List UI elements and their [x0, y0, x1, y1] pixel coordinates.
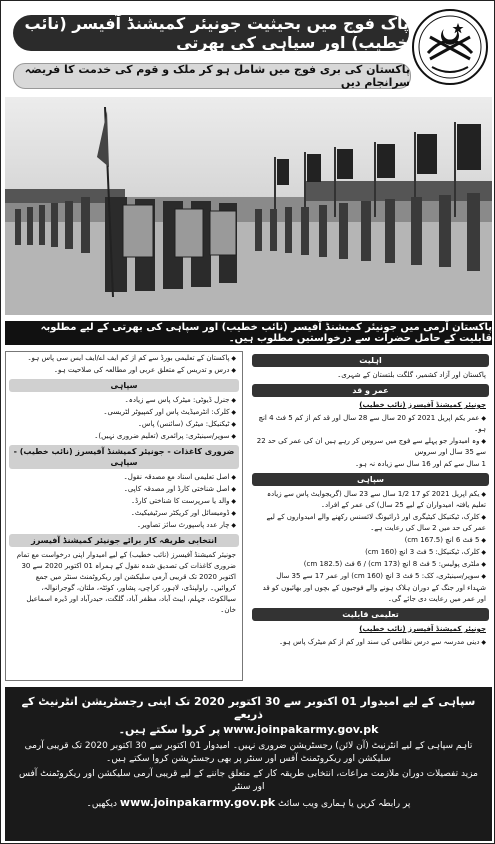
army-emblem-icon: [410, 7, 490, 87]
education-subheading: جونیئر کمیشنڈ آفیسرز (نائب خطیب): [359, 625, 486, 633]
left-soldier-heading: سپاہی: [9, 379, 239, 392]
list-item: ◆ ٹیکنیکل: میٹرک (سائنس) پاس۔: [6, 419, 242, 430]
list-item: ◆ ڈومیسائل اور کریکٹر سرٹیفیکیٹ۔: [6, 508, 242, 519]
website-link[interactable]: www.joinpakarmy.gov.pk: [119, 796, 276, 809]
footer-line-1b: پر کروا سکتے ہیں۔: [118, 723, 221, 736]
ad-title: پاک فوج میں بحیثیت جونیئر کمیشنڈ آفیسر (نائب خطیب) اور سپاہی کی بھرتی: [13, 15, 409, 51]
list-item: ◆ یکم اپریل 2021 کو 17 1/2 سال سے 23 سال (گریجوایٹ پاس سے زیادہ تعلیم یافتہ امیدواران کے لیے 25 سال) کی عمر کے افراد۔: [249, 489, 492, 511]
parade-photo: [5, 97, 492, 315]
footer-line-3: مزید تفصیلات دوران ملازمت مراعات، انتخابی طریقہ کار کے متعلق جاننے کے لیے قریبی آرمی سلیکشن اور ریکروٹمنٹ آفس اور سنٹر: [19, 769, 478, 792]
list-item: ◆ پاکستان کے تعلیمی بورڈ سے کم از کم ایف اے/ایف ایس سی پاس ہو۔: [6, 353, 242, 364]
list-item: ◆ چار عدد پاسپورٹ سائز تصاویر۔: [6, 520, 242, 531]
ad-header: [5, 5, 492, 91]
selection-method-heading: انتخابی طریقہ کار برائے جونیئر کمیشنڈ آفیسرز: [9, 534, 239, 547]
list-item: ◆ سوپر/سینیٹری، کک: 5 فٹ 3 انچ (160 cm) اور عمر 17 سے 35 سال: [249, 571, 492, 582]
list-item: ◆ کلرک: انٹرمیڈیٹ پاس اور کمپیوٹر لٹریسی۔: [6, 407, 242, 418]
heights-note: شہداء اور جنگ کے دوران ہلاک ہونے والے فوجیوں کے بچوں اور بھائیوں کو قد اور عمر میں رعایت دی جائے گی۔: [262, 584, 486, 603]
list-item: ◆ جنرل ڈیوٹی: میٹرک پاس سے زیادہ۔: [6, 395, 242, 406]
list-item: ◆ 5 فٹ 6 انچ (167.5 cm): [249, 535, 492, 546]
list-item: ◆ درس و تدریس کے متعلق عربی اور مطالعہ کی صلاحیت ہو۔: [6, 365, 242, 376]
list-item: ◆ سوپر/سینیٹری: پرائمری (تعلیم ضروری نہیں)۔: [6, 431, 242, 442]
list-item: 1 سال سے کم اور 16 سال سے زیادہ نہ ہو۔: [355, 460, 486, 468]
footer-line-2: تاہم سپاہی کے لیے انٹرنیٹ (آن لائن) رجسٹریشن ضروری نہیں۔ امیدوار 01 اکتوبر سے 30 اکتوبر 2020 تک قریبی آرمی سلیکشن اور ریکروٹمنٹ آفس اور سنٹر پر بھی رجسٹریشن کروا سکتے ہیں۔: [24, 741, 473, 764]
ad-subtitle: پاکستان کی بری فوج میں شامل ہو کر ملک و قوم کی خدمت کا فریضہ سرانجام دیں: [13, 63, 411, 89]
footer-line-4b: دیکھیں۔: [86, 799, 118, 809]
eligibility-text: پاکستان اور آزاد کشمیر، گلگت بلتستان کے شہری۔: [337, 371, 486, 379]
list-item: ◆ ملٹری پولیس: 5 فٹ 8 انچ (173 cm) / 6 فٹ (182.5 cm): [249, 559, 492, 570]
list-item: ◆ دینی مدرسہ سے درس نظامی کی سند اور کم از کم میٹرک پاس ہو۔: [249, 637, 492, 648]
eligibility-heading: اہلیت: [252, 354, 489, 367]
selection-method-text: جونیئر کمیشنڈ آفیسرز (نائب خطیب) کے لیے امیدوار اپنی درخواست مع تمام ضروری کاغذات کی تصدیق شدہ نقول کے ہمراہ 01 اکتوبر 2020 سے 30 اکتوبر 2020 تک قریبی آرمی سلیکشن اور ریکروٹمنٹ سنٹر میں جمع کروائیں۔ راولپنڈی، لاہور، کراچی، پشاور، کوئٹہ، ملتان، گوجرانوالہ، سیالکوٹ، جہلم، ایبٹ آباد، مظفر آباد، گلگت، حیدرآباد اور ڈیرہ اسماعیل خان۔: [16, 551, 236, 614]
footer-line-1: سپاہی کے لیے امیدوار 01 اکتوبر سے 30 اکتوبر 2020 تک اپنی رجسٹریشن انٹرنیٹ کے ذریعے: [21, 695, 476, 721]
documents-heading: ضروری کاغذات - جونیئر کمیشنڈ آفیسرز (نائب خطیب) - سپاہی: [9, 445, 239, 469]
list-item: ◆ اصل تعلیمی اسناد مع مصدقہ نقول۔: [6, 472, 242, 483]
registration-link[interactable]: www.joinpakarmy.gov.pk: [223, 723, 379, 736]
soldier-heading: سپاہی: [252, 473, 489, 486]
right-column: [249, 351, 492, 681]
registration-footer: [5, 687, 492, 841]
list-item: ◆ وہ امیدوار جو پہلے سے فوج میں سروس کر رہے ہیں ان کی عمر کی حد 22 سے 35 سال اور سروس: [249, 436, 492, 458]
footer-line-4: پر رابطہ کریں یا ہماری ویب سائٹ: [278, 799, 411, 809]
education-heading: تعلیمی قابلیت: [252, 608, 489, 621]
jco-subheading: جونیئر کمیشنڈ آفیسرز (نائب خطیب): [359, 401, 486, 409]
list-item: ◆ کلرک، ٹیکنیکل کیٹیگری اور ڈرائیونگ لائسنس رکھنے والے امیدواروں کے لیے عمر کی حد میں 2 سال کی رعایت ہے۔: [249, 512, 492, 534]
list-item: ◆ عمر یکم اپریل 2021 کو 20 سال سے 28 سال اور قد کم از کم 5 فٹ 4 انچ ہو۔: [249, 413, 492, 435]
age-heading: عمر و قد: [252, 384, 489, 397]
list-item: ◆ کلرک، ٹیکنیکل: 5 فٹ 3 انچ (160 cm): [249, 547, 492, 558]
list-item: ◆ اصل شناختی کارڈ اور مصدقہ کاپی۔: [6, 484, 242, 495]
list-item: ◆ والد یا سرپرست کا شناختی کارڈ۔: [6, 496, 242, 507]
left-column: [5, 351, 243, 681]
intro-line: پاکستان آرمی میں جونیئر کمیشنڈ آفیسر (نائب خطیب) اور سپاہی کی بھرتی کے لیے مطلوبہ قابلیت کے حامل حضرات سے درخواستیں مطلوب ہیں۔: [5, 321, 492, 345]
